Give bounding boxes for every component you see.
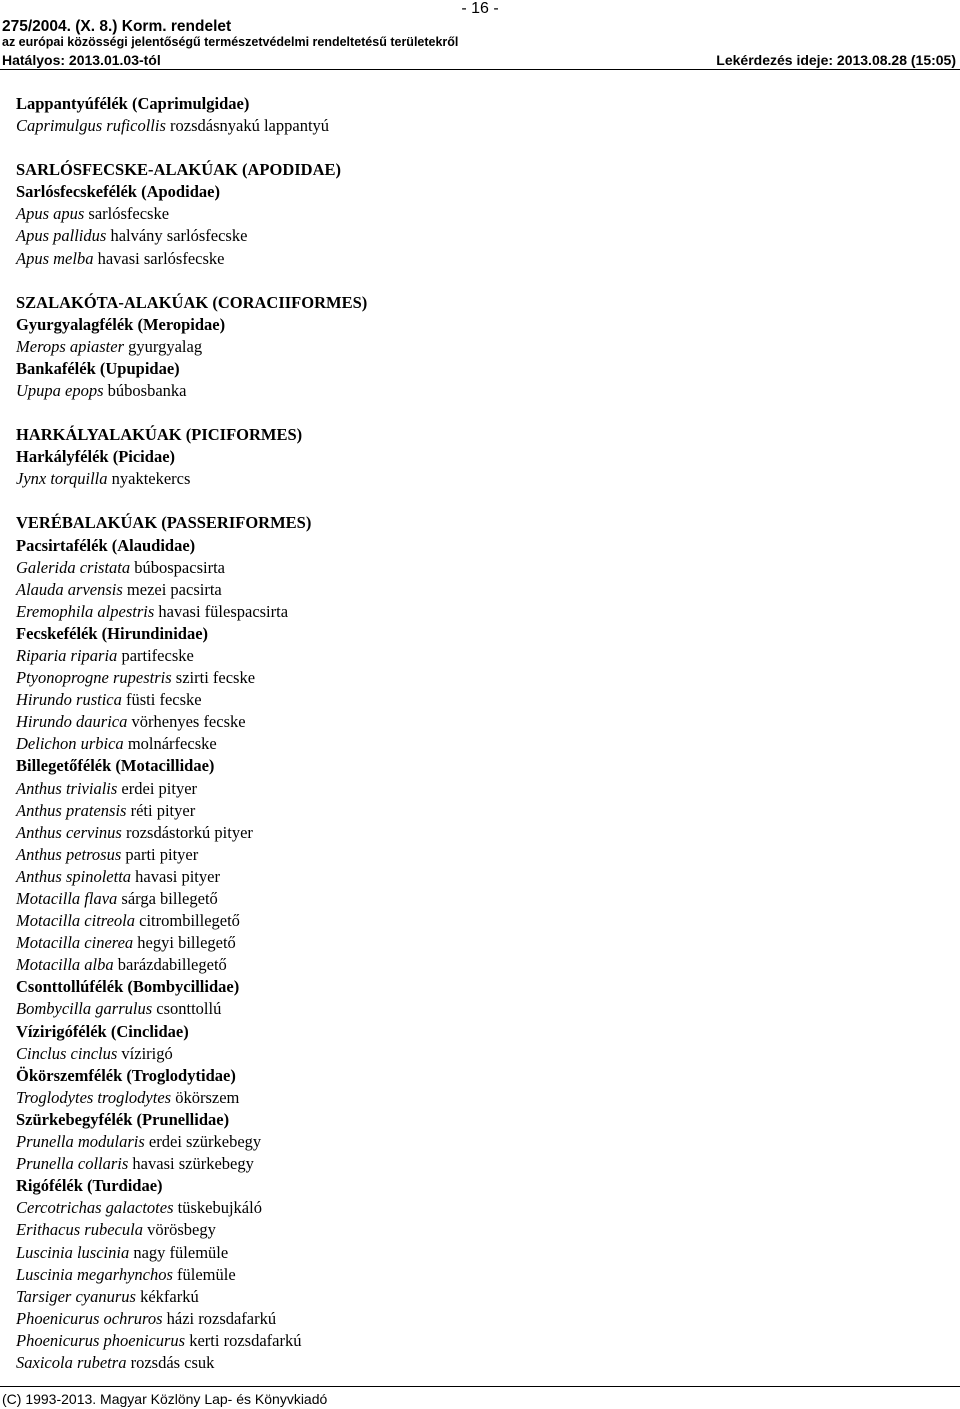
scientific-name: Jynx torquilla (16, 469, 108, 489)
species-entry (16, 1087, 946, 1109)
species-entry (16, 1264, 946, 1286)
species-entry (16, 667, 946, 689)
scientific-name: Motacilla citreola (16, 911, 135, 931)
common-name: barázdabillegető (117, 955, 227, 975)
common-name: erdei pityer (121, 778, 198, 798)
species-entry (16, 844, 946, 866)
common-name: vörhenyes fecske (131, 712, 246, 732)
species-entry (16, 601, 946, 623)
family-heading: Vízirigófélék (Cinclidae) (16, 1021, 189, 1041)
scientific-name: Phoenicurus phoenicurus (16, 1330, 186, 1350)
common-name: vörösbegy (147, 1220, 216, 1240)
species-entry (16, 689, 946, 711)
family-heading: Harkályfélék (Picidae) (16, 447, 176, 467)
common-name: búbosbanka (107, 381, 187, 401)
scientific-name: Tarsiger cyanurus (16, 1286, 136, 1306)
common-name: házi rozsdafarkú (166, 1308, 277, 1328)
family-heading: Sarlósfecskefélék (Apodidae) (16, 182, 220, 202)
common-name: nyaktekercs (111, 469, 191, 489)
common-name: csonttollú (156, 999, 222, 1019)
family-heading: Fecskefélék (Hirundinidae) (16, 623, 209, 643)
header-divider (0, 69, 960, 70)
species-entry (16, 115, 946, 137)
section-spacer (16, 137, 946, 159)
page-footer (0, 1386, 960, 1409)
section-spacer (16, 270, 946, 292)
species-entry (16, 822, 946, 844)
common-name: kékfarkú (140, 1286, 199, 1306)
species-entry (16, 579, 946, 601)
common-name: partifecske (121, 645, 194, 665)
common-name: sárga billegető (121, 889, 218, 908)
common-name: havasi szürkebegy (132, 1154, 254, 1174)
scientific-name: Troglodytes troglodytes (16, 1087, 172, 1107)
query-time: Lekérdezés ideje: 2013.08.28 (15:05) (716, 52, 956, 68)
common-name: szirti fecske (175, 668, 256, 688)
scientific-name: Luscinia luscinia (16, 1242, 130, 1262)
species-entry (16, 932, 946, 954)
species-entry (16, 954, 946, 976)
common-name: gyurgyalag (128, 336, 203, 356)
species-entry (16, 1242, 946, 1264)
species-list (16, 93, 946, 1374)
common-name: kerti rozsdafarkú (189, 1330, 302, 1350)
common-name: havasi sarlósfecske (97, 248, 225, 268)
species-entry (16, 225, 946, 247)
common-name: tüskebujkáló (177, 1198, 262, 1218)
scientific-name: Luscinia megarhynchos (16, 1264, 173, 1284)
species-entry (16, 248, 946, 270)
order-heading: VERÉBALAKÚAK (PASSERIFORMES) (16, 513, 312, 533)
scientific-name: Anthus pratensis (16, 800, 127, 820)
scientific-name: Merops apiaster (16, 336, 125, 356)
species-entry (16, 778, 946, 800)
section-spacer (16, 490, 946, 512)
effective-date: Hatályos: 2013.01.03-tól (2, 52, 161, 68)
order-heading: SZALAKÓTA-ALAKÚAK (CORACIIFORMES) (16, 292, 368, 312)
common-name: füsti fecske (126, 690, 202, 710)
common-name: erdei szürkebegy (148, 1132, 262, 1152)
common-name: fülemüle (177, 1264, 236, 1284)
species-entry (16, 1352, 946, 1374)
common-name: rozsdástorkú pityer (125, 822, 253, 842)
document-subtitle: az európai közösségi jelentőségű természetvédelmi rendeltetésű területekről (2, 35, 459, 49)
page-number: - 16 - (461, 0, 499, 17)
page-header (0, 0, 960, 70)
scientific-name: Motacilla alba (16, 955, 114, 975)
footer-divider (0, 1386, 960, 1387)
scientific-name: Anthus cervinus (16, 822, 122, 842)
species-entry (16, 1153, 946, 1175)
common-name: parti pityer (125, 844, 199, 864)
family-heading: Gyurgyalagfélék (Meropidae) (16, 314, 226, 334)
order-heading: SARLÓSFECSKE-ALAKÚAK (APODIDAE) (16, 160, 341, 180)
species-entry (16, 910, 946, 932)
species-entry (16, 1197, 946, 1219)
scientific-name: Motacilla flava (16, 889, 118, 908)
scientific-name: Hirundo daurica (16, 712, 128, 732)
scientific-name: Prunella collaris (16, 1154, 129, 1174)
family-heading: Ökörszemfélék (Troglodytidae) (16, 1065, 236, 1085)
scientific-name: Upupa epops (16, 381, 104, 401)
family-heading: Billegetőfélék (Motacillidae) (16, 756, 215, 776)
species-entry (16, 800, 946, 822)
species-entry (16, 711, 946, 733)
common-name: búbospacsirta (134, 557, 225, 577)
section-spacer (16, 402, 946, 424)
document-title: 275/2004. (X. 8.) Korm. rendelet (2, 18, 232, 35)
species-entry (16, 1286, 946, 1308)
scientific-name: Phoenicurus ochruros (16, 1308, 163, 1328)
common-name: halvány sarlósfecske (110, 226, 248, 246)
scientific-name: Erithacus rubecula (16, 1220, 143, 1240)
scientific-name: Anthus petrosus (16, 844, 122, 864)
common-name: havasi fülespacsirta (158, 601, 289, 621)
species-entry (16, 645, 946, 667)
species-entry (16, 1131, 946, 1153)
scientific-name: Ptyonoprogne rupestris (16, 668, 172, 688)
scientific-name: Anthus spinoletta (16, 866, 132, 886)
species-entry (16, 1043, 946, 1065)
species-entry (16, 380, 946, 402)
family-heading: Lappantyúfélék (Caprimulgidae) (16, 94, 250, 113)
family-heading: Csonttollúfélék (Bombycillidae) (16, 977, 240, 997)
order-heading: HARKÁLYALAKÚAK (PICIFORMES) (16, 425, 303, 445)
family-heading: Pacsirtafélék (Alaudidae) (16, 535, 196, 555)
common-name: citrombillegető (139, 911, 240, 931)
common-name: vízirigó (121, 1043, 173, 1063)
common-name: havasi pityer (135, 866, 220, 886)
scientific-name: Motacilla cinerea (16, 933, 134, 953)
species-entry (16, 468, 946, 490)
species-entry (16, 336, 946, 358)
species-entry (16, 1330, 946, 1352)
scientific-name: Galerida cristata (16, 557, 131, 577)
common-name: rozsdás csuk (130, 1352, 215, 1372)
scientific-name: Hirundo rustica (16, 690, 122, 710)
species-entry (16, 733, 946, 755)
scientific-name: Delichon urbica (16, 734, 124, 754)
common-name: réti pityer (130, 800, 196, 820)
scientific-name: Riparia riparia (16, 645, 118, 665)
species-entry (16, 888, 946, 910)
scientific-name: Apus apus (16, 204, 85, 224)
family-heading: Szürkebegyfélék (Prunellidae) (16, 1109, 230, 1129)
species-entry (16, 203, 946, 225)
copyright-text: (C) 1993-2013. Magyar Közlöny Lap- és Könyvkiadó (2, 1391, 328, 1407)
family-heading: Rigófélék (Turdidae) (16, 1176, 163, 1196)
scientific-name: Apus pallidus (16, 226, 107, 246)
common-name: sarlósfecske (88, 204, 170, 224)
scientific-name: Saxicola rubetra (16, 1352, 127, 1372)
species-entry (16, 1219, 946, 1241)
scientific-name: Bombycilla garrulus (16, 999, 153, 1019)
scientific-name: Cinclus cinclus (16, 1043, 118, 1063)
species-entry (16, 557, 946, 579)
species-entry (16, 1308, 946, 1330)
scientific-name: Cercotrichas galactotes (16, 1198, 174, 1218)
common-name: rozsdásnyakú lappantyú (170, 116, 330, 136)
scientific-name: Apus melba (16, 248, 94, 268)
scientific-name: Anthus trivialis (16, 778, 118, 798)
common-name: ökörszem (175, 1087, 240, 1107)
species-entry (16, 998, 946, 1020)
scientific-name: Alauda arvensis (16, 579, 123, 599)
scientific-name: Eremophila alpestris (16, 601, 155, 621)
scientific-name: Caprimulgus ruficollis (16, 116, 166, 136)
species-entry (16, 866, 946, 888)
common-name: hegyi billegető (137, 933, 236, 953)
common-name: molnárfecske (127, 734, 217, 754)
common-name: nagy fülemüle (133, 1242, 229, 1262)
scientific-name: Prunella modularis (16, 1132, 145, 1152)
family-heading: Bankafélék (Upupidae) (16, 358, 180, 378)
common-name: mezei pacsirta (126, 579, 222, 599)
